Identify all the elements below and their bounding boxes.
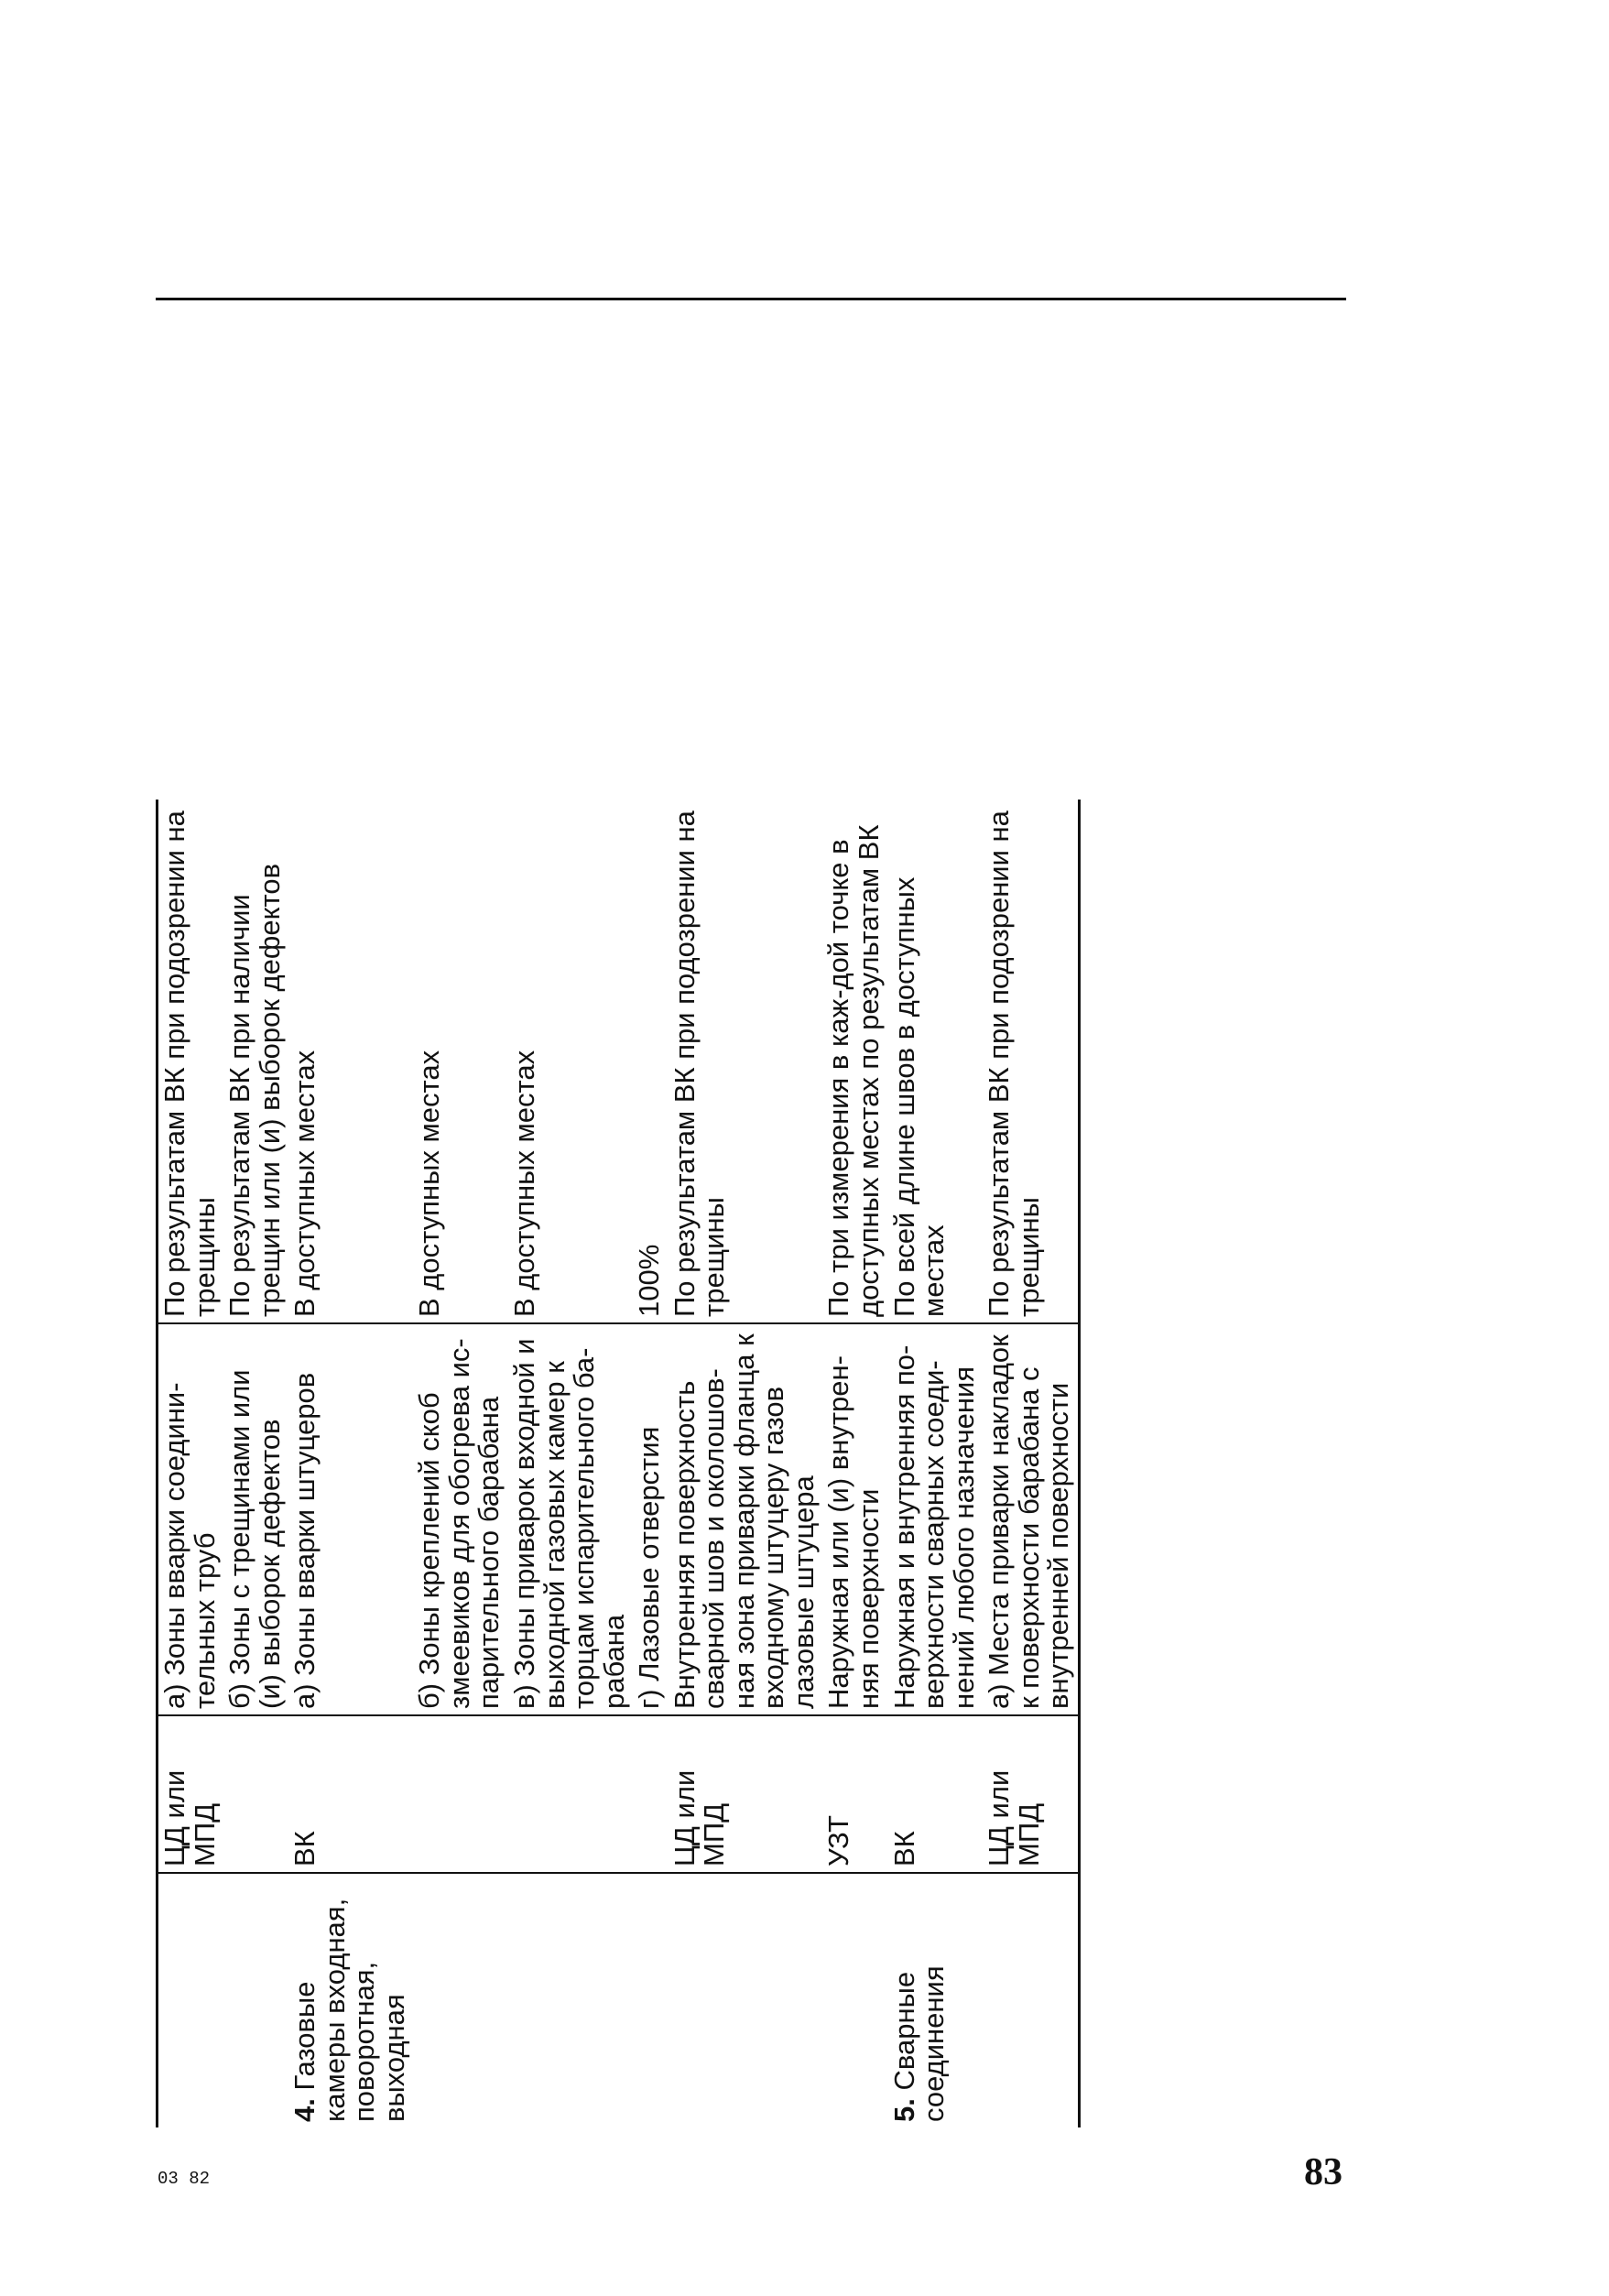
scope-cell: По всей длине швов в доступных местах xyxy=(888,800,984,1323)
table-row xyxy=(508,800,633,2127)
rotated-table-region xyxy=(156,800,1346,2127)
method-cell xyxy=(223,1715,288,1873)
section-cell xyxy=(288,1873,413,2127)
scope-cell: В доступных местах xyxy=(508,800,633,1323)
scope-cell: По результатам ВК при подозрении на трещины xyxy=(983,800,1079,1323)
zone-cell: а) Зоны вварки штуцеров xyxy=(288,1323,413,1715)
method-cell xyxy=(413,1715,508,1873)
section-cell xyxy=(508,1873,633,2127)
section-cell xyxy=(633,1873,669,2127)
method-cell: ВК xyxy=(888,1715,984,1873)
section-cell xyxy=(223,1873,288,2127)
zone-cell: а) Места приварки накладок к поверхности барабана с внутренней поверхности xyxy=(983,1323,1079,1715)
table-row xyxy=(822,800,887,2127)
table-row xyxy=(288,800,413,2127)
scope-cell: В доступных местах xyxy=(288,800,413,1323)
method-cell: ВК xyxy=(288,1715,413,1873)
scope-cell: 100% xyxy=(633,800,669,1323)
section-number: 4. xyxy=(288,2098,321,2122)
scope-cell: В доступных местах xyxy=(413,800,508,1323)
zone-cell: Наружная и внутренняя по-верхности сварных соеди-нений любого назначения xyxy=(888,1323,984,1715)
horizontal-rule xyxy=(156,298,1346,300)
table-row xyxy=(413,800,508,2127)
zone-cell: Внутренняя поверхность сварной шов и околошов-ная зона приварки фланца к входному штуцеру газов лазовые штуцера xyxy=(669,1323,823,1715)
zone-cell: Наружная или (и) внутрен-няя поверхности xyxy=(822,1323,887,1715)
method-cell: ЦД или МПД xyxy=(158,1715,224,1873)
section-cell xyxy=(822,1873,887,2127)
table-row xyxy=(983,800,1079,2127)
section-cell xyxy=(669,1873,823,2127)
section-title: Газовые камеры входная, поворотная, выходная xyxy=(288,1898,410,2122)
table-row xyxy=(888,800,984,2127)
section-cell xyxy=(983,1873,1079,2127)
zone-cell: в) Зоны приварок входной и выходной газовых камер к торцам испарительного ба-рабана xyxy=(508,1323,633,1715)
method-cell: ЦД или МПД xyxy=(669,1715,823,1873)
section-number: 5. xyxy=(887,2098,920,2122)
scope-cell: По результатам ВК при наличии трещин или (и) выборок дефектов xyxy=(223,800,288,1323)
page-number: 83 xyxy=(1304,2151,1343,2193)
table-row xyxy=(158,800,224,2127)
zone-cell: б) Зоны с трещинами или (и) выборок дефектов xyxy=(223,1323,288,1715)
section-cell xyxy=(413,1873,508,2127)
inspection-table xyxy=(156,800,1081,2127)
section-title: Сварные соединения xyxy=(887,1965,951,2122)
zone-cell: б) Зоны креплений скоб змеевиков для обогрева ис-парительного барабана xyxy=(413,1323,508,1715)
footer-code: 03 82 xyxy=(158,2169,211,2189)
scope-cell: По результатам ВК при подозрении на трещины xyxy=(669,800,823,1323)
table-row xyxy=(669,800,823,2127)
method-cell: УЗТ xyxy=(822,1715,887,1873)
table-row xyxy=(223,800,288,2127)
section-cell xyxy=(158,1873,224,2127)
method-cell xyxy=(633,1715,669,1873)
section-cell xyxy=(888,1873,984,2127)
zone-cell: а) Зоны вварки соедини-тельных труб xyxy=(158,1323,224,1715)
method-cell xyxy=(508,1715,633,1873)
scope-cell: По три измерения в каж-дой точке в доступных местах по результатам ВК xyxy=(822,800,887,1323)
zone-cell: г) Лазовые отверстия xyxy=(633,1323,669,1715)
table-row xyxy=(633,800,669,2127)
scope-cell: По результатам ВК при подозрении на трещины xyxy=(158,800,224,1323)
method-cell: ЦД или МПД xyxy=(983,1715,1079,1873)
